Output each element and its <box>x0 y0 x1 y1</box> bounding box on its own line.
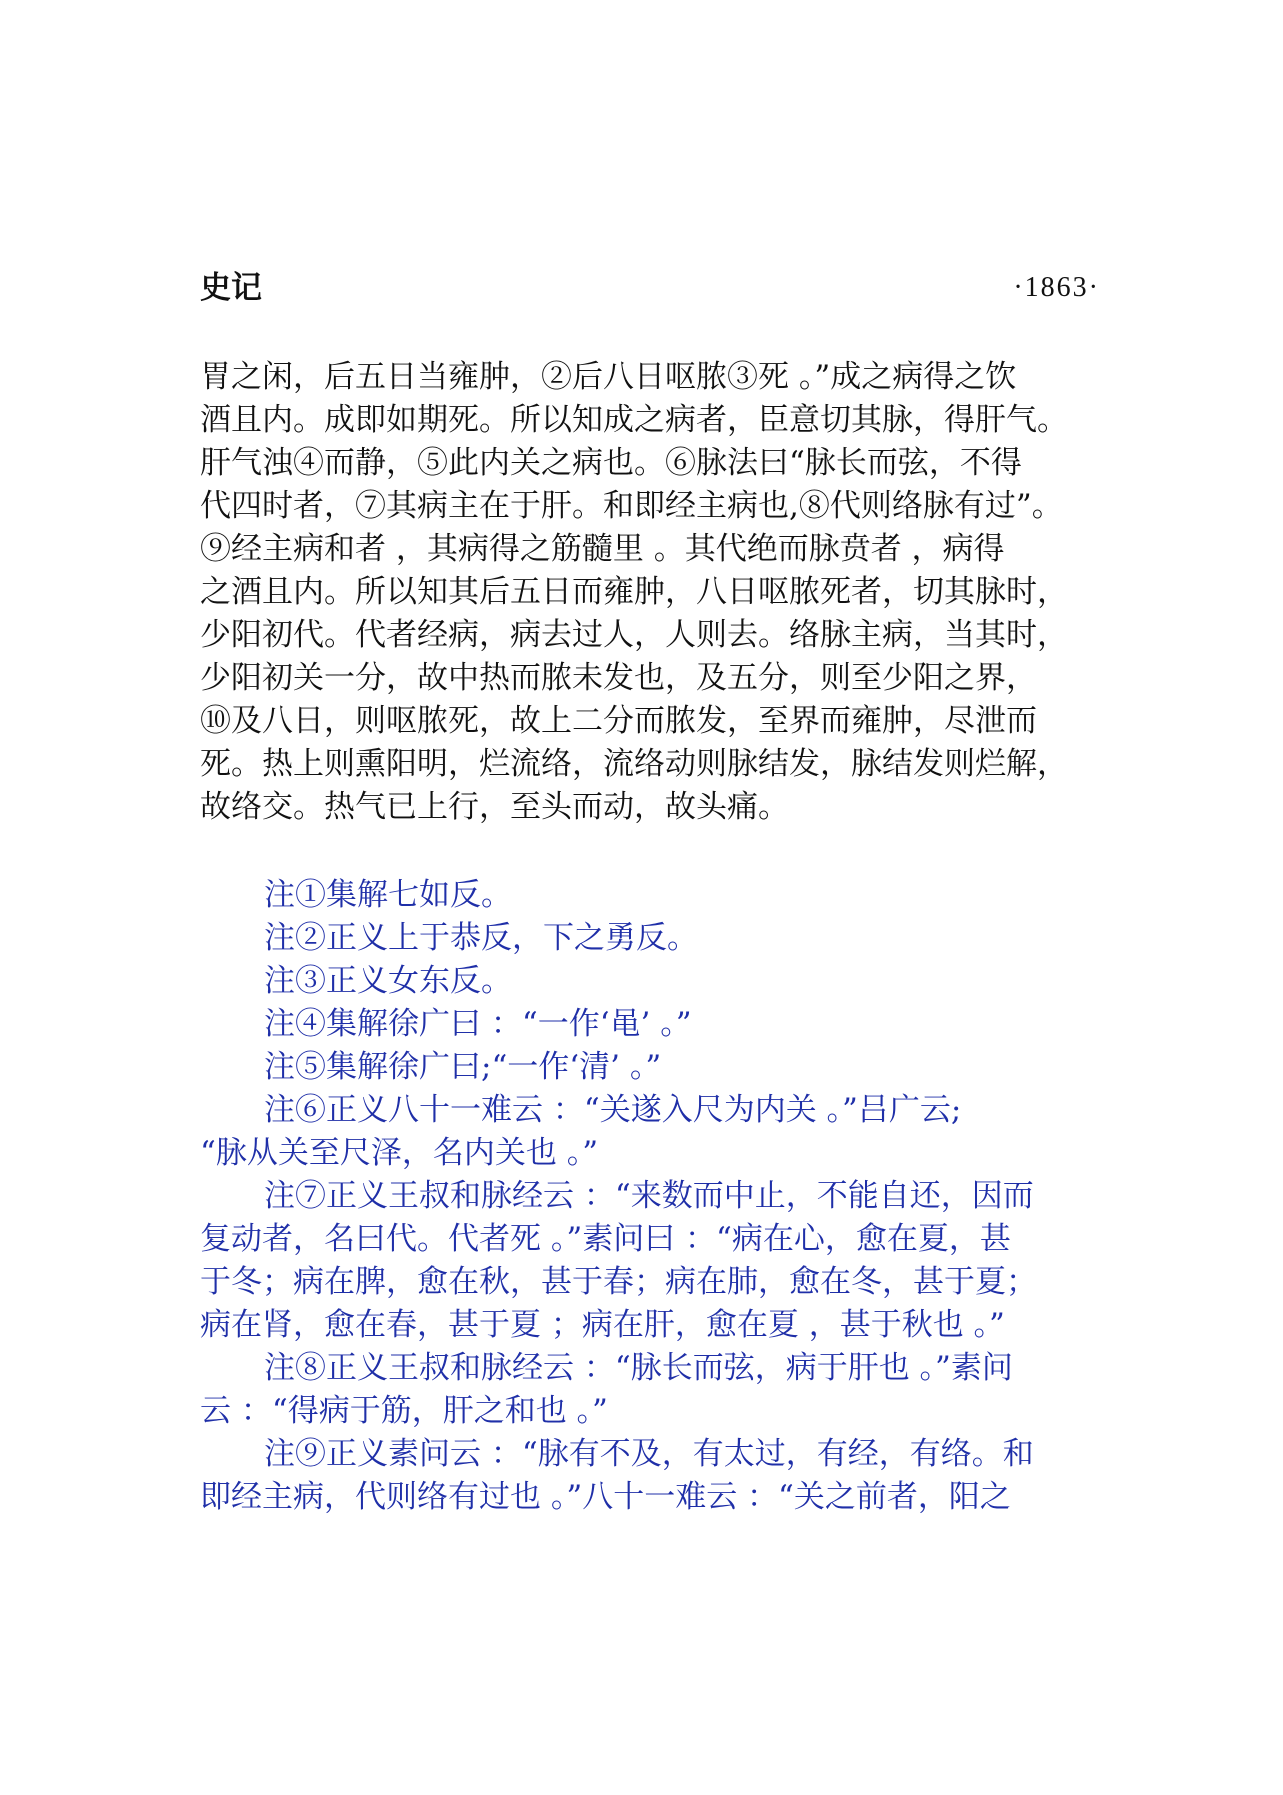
note-line: 注⑦正义王叔和脉经云 ：“来数而中止，不能自还，因而 <box>264 1178 1034 1214</box>
note-line: 注⑤集解徐广曰;“一作‘清’ 。” <box>264 1049 662 1085</box>
page-number: ·1863· <box>1013 272 1100 303</box>
text-line: 酒且内。成即如期死。所以知成之病者，臣意切其脉，得肝气。 <box>200 402 1068 438</box>
note-line: 云 ：“得病于筋，肝之和也 。” <box>200 1393 608 1429</box>
text-line: 肝气浊④而静，⑤此内关之病也。⑥脉法曰“脉长而弦，不得 <box>200 445 1022 481</box>
note-line: 注⑥正义八十一难云 ：“关遂入尺为内关 。”吕广云; <box>264 1092 962 1128</box>
text-line: 少阳初代。代者经病，病去过人，人则去。络脉主病，当其时， <box>200 617 1068 653</box>
note-line: 注②正义上于恭反，下之勇反。 <box>264 920 698 956</box>
note-line: 于冬；病在脾，愈在秋，甚于春；病在肺，愈在冬，甚于夏； <box>200 1264 1037 1300</box>
text-line: 少阳初关一分，故中热而脓未发也，及五分，则至少阳之界， <box>200 660 1037 696</box>
note-line: 病在肾，愈在春，甚于夏 ；病在肝，愈在夏 ，甚于秋也 。” <box>200 1307 1005 1343</box>
note-line: 注③正义女东反。 <box>264 963 512 999</box>
note-line: “脉从关至尺泽，名内关也 。” <box>200 1135 599 1171</box>
text-line: ⑩及八日，则呕脓死，故上二分而脓发，至界而雍肿，尽泄而 <box>200 703 1037 739</box>
note-line: 注⑨正义素问云 ：“脉有不及，有太过，有经，有络。和 <box>264 1436 1034 1472</box>
note-line: 注⑧正义王叔和脉经云 ：“脉长而弦，病于肝也 。”素问 <box>264 1350 1013 1386</box>
text-line: ⑨经主病和者 ，其病得之筋髓里 。其代绝而脉贲者 ，病得 <box>200 531 1005 567</box>
running-head-title: 史记 <box>200 270 262 306</box>
text-line: 故络交。热气已上行，至头而动，故头痛。 <box>200 789 789 825</box>
note-line: 即经主病，代则络有过也 。”八十一难云 ：“关之前者，阳之 <box>200 1479 1011 1515</box>
main-text <box>200 356 1120 829</box>
text-line: 之酒且内。所以知其后五日而雍肿，八日呕脓死者，切其脉时， <box>200 574 1068 610</box>
text-line: 代四时者，⑦其病主在于肝。和即经主病也,⑧代则络脉有过”。 <box>200 488 1063 524</box>
text-line: 胃之闲，后五日当雍肿，②后八日呕脓③死 。”成之病得之饮 <box>200 359 1017 395</box>
text-line: 死。热上则熏阳明，烂流络，流络动则脉结发，脉结发则烂解， <box>200 746 1068 782</box>
note-line: 复动者，名曰代。代者死 。”素问曰 ：“病在心，愈在夏，甚 <box>200 1221 1011 1257</box>
note-line: 注④集解徐广曰 ：“一作‘黾’ 。” <box>264 1006 692 1042</box>
note-line: 注①集解七如反。 <box>264 877 512 913</box>
annotation-notes <box>200 874 1120 1519</box>
